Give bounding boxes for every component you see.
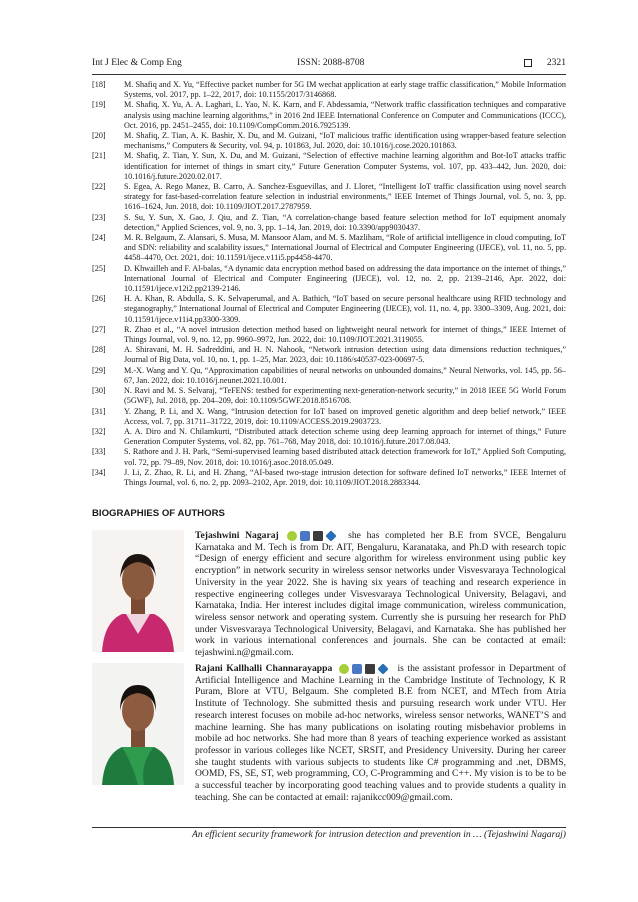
reference-number: [22] [92, 182, 106, 192]
publons-icon[interactable] [326, 530, 337, 541]
bio-body: she has completed her B.E from SVCE, Bengaluru Karnataka and M. Tech is from Dr. AIT, Bengaluru, Karanataka, and Ph.D with research topic “Design of energy efficient and secure algorithm for wireless environment using public key encryption” in network security in wireless sensor networks under Visvesvaraya Technological University in the year 2022. She is having six years of teaching and research experience in respective engineering colleges under Visvesvaraya Technological University, Belagavi, and Karnataka, India. Her interest includes digital image communication, wireless communication, wireless sensor network and operating system. Currently she is pursuing her research for PhD under Visvesvaraya Technological University, Belagavi, and Karnataka. She has published her work in various international conferences and journals. She can be contacted at email: tejashwini.n@gmail.com. [195, 530, 566, 659]
profile-icons [287, 530, 339, 542]
reference-text: M. Shafiq, X. Yu, A. A. Laghari, L. Yao, N. K. Karn, and F. Abdessamia, “Network traffic classification techniques and comparative analysis using machine learning algorithms,” in 2016 2nd IEEE International Conference on Computer and Communications (ICCC), Oct. 2016, pp. 2451–2455, doi: 10.1109/CompComm.2016.7925139. [124, 100, 566, 130]
footer-rule [92, 827, 566, 828]
reference-number: [28] [92, 345, 106, 355]
reference-text: S. Su, Y. Sun, X. Gao, J. Qiu, and Z. Tian, “A correlation-change based feature selection method for IoT equipment anomaly detection,” Applied Sciences, vol. 9, no. 3, pp. 1–14, Jan. 2019, doi: 10.3390/app9030437. [124, 212, 566, 232]
reference-number: [20] [92, 131, 106, 141]
reference-text: M. R. Belgaum, Z. Alansari, S. Musa, M. Mansoor Alam, and M. S. Mazliham, “Role of artificial intelligence in cloud computing, IoT and SDN: reliability and scalability issues,” International Journal of Electrical and Computer Engineering (IJECE), vol. 11, no. 5, pp. 4458–4470, Oct. 2021, doi: 10.11591/ijece.v11i5.pp4458-4470. [124, 233, 566, 263]
reference-text: R. Zhao et al., “A novel intrusion detection method based on lightweight neural network for internet of things,” IEEE Internet of Things Journal, vol. 9, no. 12, pp. 9960–9972, Jun. 2022, doi: 10.1109/JIOT.2021.3119055. [124, 324, 566, 345]
reference-text: M. Shafiq and X. Yu, “Effective packet number for 5G IM wechat application at early stage traffic classification,” Mobile Information Systems, vol. 2017, pp. 1–22, 2017, doi: 10.1155/2017/3146868. [124, 80, 566, 100]
square-icon [524, 59, 532, 67]
reference-text: D. Khwailleh and F. Al-balas, “A dynamic data encryption method based on addressing the data importance on the internet of things,” International Journal of Electrical and Computer Engineering (IJECE), vol. 12, no. 2, pp. 2139–2146, Apr. 2022, doi: 10.11591/ijece.v12i2.pp2139-2146. [124, 263, 566, 294]
reference-number: [19] [92, 100, 106, 110]
reference-text: J. Li, Z. Zhao, R. Li, and H. Zhang, “AI-based two-stage intrusion detection for software defined IoT networks,” IEEE Internet of Things Journal, vol. 6, no. 2, pp. 2093–2102, Apr. 2019, doi: 10.1109/JIOT.2018.2883344. [124, 467, 566, 487]
reference-number: [25] [92, 263, 106, 273]
reference-list [92, 80, 566, 488]
author-photo [92, 530, 184, 652]
reference-number: [27] [92, 324, 106, 334]
reference-item [92, 366, 566, 386]
profile-icons [339, 663, 391, 675]
orcid-icon[interactable] [339, 664, 349, 674]
bio-text [195, 663, 566, 804]
reference-item [92, 427, 566, 447]
reference-text: H. A. Khan, R. Abdulla, S. K. Selvaperumal, and A. Bathich, “IoT based on secure personal healthcare using RFID technology and steganography,” International Journal of Electrical and Computer Engineering (IJECE), vol. 11, no. 4, pp. 3300–3309, Aug. 2021, doi: 10.11591/ijece.v11i4.pp3300-3309. [124, 294, 566, 324]
reference-number: [24] [92, 233, 106, 243]
reference-text: Y. Zhang, P. Li, and X. Wang, “Intrusion detection for IoT based on improved genetic algorithm and deep belief network,” IEEE Access, vol. 7, pp. 31711–31722, 2019, doi: 10.1109/ACCESS.2019.2903723. [124, 406, 566, 426]
bio-text [195, 530, 566, 659]
reference-item [92, 213, 566, 233]
reference-text: M.-X. Wang and Y. Qu, “Approximation capabilities of neural networks on unbounded domains,” Neural Networks, vol. 145, pp. 56–67, Jan. 2022, doi: 10.1016/j.neunet.2021.10.001. [124, 365, 566, 385]
reference-item [92, 325, 566, 345]
reference-text: A. A. Diro and N. Chilamkurti, “Distributed attack detection scheme using deep learning approach for internet of things,” Future Generation Computer Systems, vol. 82, pp. 761–768, May 2018, doi: 10.1016/j.future.2017.08.043. [124, 426, 566, 447]
reference-number: [29] [92, 365, 106, 375]
section-heading: BIOGRAPHIES OF AUTHORS [92, 508, 225, 519]
reference-item [92, 294, 566, 325]
scopus-icon[interactable] [365, 664, 375, 674]
reference-item [92, 345, 566, 365]
author-photo [92, 663, 184, 785]
page-header [92, 57, 566, 71]
page-number: 2321 [546, 57, 566, 68]
reference-number: [31] [92, 406, 106, 416]
reference-number: [33] [92, 447, 106, 457]
author-name: Tejashwini Nagaraj [195, 530, 279, 542]
reference-item [92, 407, 566, 427]
reference-item [92, 182, 566, 213]
publons-icon[interactable] [377, 663, 388, 674]
reference-item [92, 468, 566, 488]
reference-number: [26] [92, 294, 106, 304]
header-rule [92, 74, 566, 75]
reference-number: [30] [92, 386, 106, 396]
author-name: Rajani Kallhalli Channarayappa [195, 663, 333, 675]
orcid-icon[interactable] [287, 531, 297, 541]
reference-text: M. Shafiq, Z. Tian, Y. Sun, X. Du, and M. Guizani, “Selection of effective machine learning algorithm and Bot-IoT attacks traffic identification for internet of things in smart city,” Future Generation Computer Systems, vol. 107, pp. 433–442, Jun. 2020, doi: 10.1016/j.future.2020.02.017. [124, 151, 566, 181]
scholar-icon[interactable] [300, 531, 310, 541]
reference-item [92, 233, 566, 264]
journal-name: Int J Elec & Comp Eng [92, 57, 182, 68]
reference-number: [23] [92, 212, 106, 222]
reference-number: [32] [92, 426, 106, 436]
bio-body: is the assistant professor in Department of Artificial Intelligence and Machine Learning in the Cambridge Institute of Technology, K R Puram, Blore at VTU, Belgaum. She completed B.E from NCET, and MTech from Atria Institute of Technology. She submitted thesis and pursuing research work under VTU. Her research interest focuses on mobile ad-hoc networks, wireless sensor networks, WANET’S and machine learning. She has many publications on isolating routing misbehavior problems in mobile ad hoc networks. She had more than 8 years of teaching experience worked as assistant professor in various colleges like NCET, SRSIT, and Presidency University. During her career she taught students with various subjects to students like C# programming and .net, DBMS, OOMD, FS, SE, ST, web programming, CO, C-Programming and C++. My vision is to be to be a successful teacher by incorporating good teaching values and to provide students a quality in teaching. She can be contacted at email: rajanikcc009@gmail.com. [195, 663, 566, 803]
reference-item [92, 264, 566, 295]
scopus-icon[interactable] [313, 531, 323, 541]
reference-number: [18] [92, 80, 106, 89]
reference-item [92, 80, 566, 100]
reference-text: M. Shafiq, Z. Tian, A. K. Bashir, X. Du, and M. Guizani, “IoT malicious traffic identification using wrapper-based feature selection mechanisms,” Computers & Security, vol. 94, p. 101863, Jul. 2020, doi: 10.1016/j.cose.2020.101863. [124, 131, 566, 151]
reference-item [92, 447, 566, 467]
reference-number: [21] [92, 151, 106, 161]
scholar-icon[interactable] [352, 664, 362, 674]
reference-item [92, 131, 566, 151]
reference-text: S. Egea, A. Rego Manez, B. Carro, A. Sanchez-Esguevillas, and J. Lloret, “Intelligent IoT traffic classification using novel search strategy for fast-based-correlation feature selection in industrial environments,” IEEE Internet of Things Journal, vol. 5, no. 3, pp. 1616–1624, Jun. 2018, doi: 10.1109/JIOT.2017.2787959. [124, 182, 566, 212]
reference-text: S. Rathore and J. H. Park, “Semi-supervised learning based distributed attack detection framework for IoT,” Applied Soft Computing, vol. 72, pp. 79–89, Nov. 2018, doi: 10.1016/j.asoc.2018.05.049. [124, 447, 566, 467]
reference-item [92, 386, 566, 406]
reference-item [92, 100, 566, 131]
reference-text: A. Shiravani, M. H. Sadreddini, and H. N. Nahook, “Network intrusion detection using data dimensions reduction techniques,” Journal of Big Data, vol. 10, no. 1, pp. 1–25, Mar. 2023, doi: 10.1186/s40537-023-00697-5. [124, 345, 566, 365]
reference-text: N. Ravi and M. S. Selvaraj, “TeFENS: testbed for experimenting next-generation-network security,” in 2018 IEEE 5G World Forum (5GWF), Jul. 2018, pp. 204–209, doi: 10.1109/5GWF.2018.8516708. [124, 386, 566, 406]
page-footer: An efficient security framework for intrusion detection and prevention in … (Tejashwini Nagaraj) [192, 829, 566, 840]
reference-number: [34] [92, 467, 106, 477]
reference-item [92, 151, 566, 182]
issn: ISSN: 2088-8708 [297, 57, 365, 68]
